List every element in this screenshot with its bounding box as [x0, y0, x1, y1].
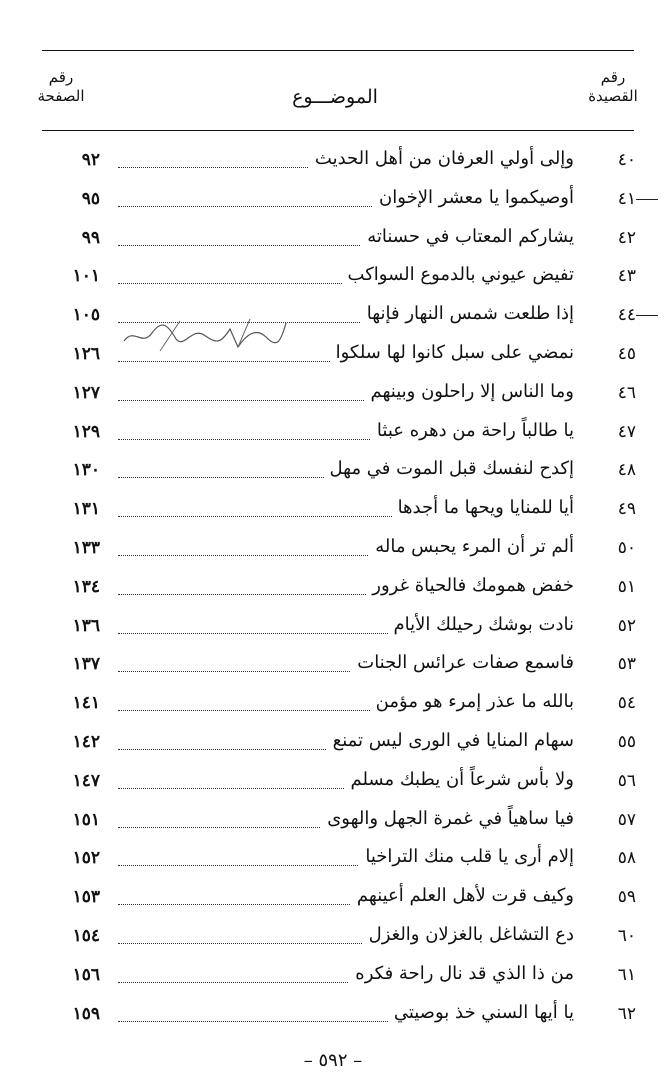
- page-number: ١٥٤: [72, 926, 100, 946]
- page-number: ١٣٣: [72, 538, 100, 558]
- poem-number: ٥٨: [617, 848, 636, 869]
- poem-title: إكدح لنفسك قبل الموت في مهل: [324, 458, 574, 479]
- poem-number: ٥٥: [617, 732, 636, 752]
- poem-title: خفض همومك فالحياة غرور: [366, 575, 574, 596]
- page-number: ١٤١: [72, 693, 100, 714]
- table-row: [0, 262, 666, 292]
- page-number: ١٢٧: [72, 382, 100, 403]
- table-row: [0, 767, 666, 797]
- poem-title: وكيف قرت لأهل العلم أعينهم: [351, 885, 574, 906]
- poem-number: ٤٥: [617, 344, 636, 364]
- page-number: ١٥٢: [72, 848, 100, 869]
- table-row: [0, 185, 666, 215]
- page-col-label-2: الصفحة: [37, 86, 85, 105]
- poem-number: ٦٢: [617, 1003, 636, 1024]
- table-row: [0, 612, 666, 642]
- poem-number: ٥٢: [617, 615, 636, 636]
- poem-title: نمضي على سبل كانوا لها سلكوا: [330, 342, 574, 363]
- table-row: [0, 1000, 666, 1030]
- page-col-label-1: رقم: [48, 68, 74, 86]
- poem-number: ٤٨: [617, 460, 636, 481]
- poem-col-label-1: رقم: [600, 68, 626, 86]
- page-number: ١٤٧: [72, 770, 100, 791]
- table-row: [0, 146, 666, 176]
- page-number: ١٥١: [72, 809, 100, 830]
- poem-title: دع التشاغل بالغزلان والغزل: [363, 924, 574, 945]
- table-row: [0, 418, 666, 448]
- poem-number: ٦٠: [617, 926, 636, 946]
- table-row: [0, 689, 666, 719]
- page-number: ١٣٦: [72, 615, 100, 636]
- poem-title: ألم تر أن المرء يحبس ماله: [369, 536, 574, 557]
- poem-number: ٤٢: [617, 227, 636, 248]
- poem-number: ٥٦: [617, 770, 636, 791]
- table-row: [0, 340, 666, 370]
- poem-number: ٥٤: [617, 693, 636, 714]
- page-number: ١٠٥: [72, 305, 100, 326]
- table-row: [0, 844, 666, 874]
- poem-title: يا أيها السني خذ بوصيتي: [388, 1002, 574, 1023]
- page-number: ١٢٦: [72, 344, 100, 364]
- page-number: ١٥٦: [72, 964, 100, 985]
- table-row: [0, 534, 666, 564]
- page-number: ١٥٩: [72, 1003, 100, 1024]
- table-row: [0, 650, 666, 680]
- handwritten-margin-mark: [636, 199, 658, 200]
- poem-title: بالله ما عذر إمرء هو مؤمن: [370, 691, 574, 712]
- poem-number: ٤٤: [617, 305, 636, 326]
- poem-title: أيا للمنايا ويحها ما أجدها: [392, 497, 574, 518]
- table-row: [0, 728, 666, 758]
- footer-page-number: – ٥٩٢ –: [303, 1050, 363, 1071]
- poem-number: ٦١: [617, 964, 636, 985]
- page-number: ١٤٢: [72, 732, 100, 752]
- table-row: [0, 379, 666, 409]
- table-row: [0, 922, 666, 952]
- topic-column-header: الموضـــوع: [292, 86, 378, 108]
- page-number: ١٣١: [72, 499, 100, 520]
- handwritten-margin-mark: [636, 315, 658, 316]
- page-number: ١٣٤: [72, 576, 100, 597]
- table-row: [0, 495, 666, 525]
- poem-number: ٤٩: [617, 499, 636, 520]
- table-row: [0, 456, 666, 486]
- table-row: [0, 224, 666, 254]
- page-number: ١٥٣: [72, 887, 100, 908]
- header-bottom-rule: [42, 130, 634, 131]
- poem-title: إذا طلعت شمس النهار فإنها: [361, 303, 574, 324]
- page-number: ١٣٧: [72, 654, 100, 675]
- poem-title: تفيض عيوني بالدموع السواكب: [342, 264, 574, 285]
- poem-number: ٤٠: [617, 150, 636, 170]
- poem-number-column-header: [582, 68, 644, 106]
- page-number: ١٣٠: [72, 460, 100, 481]
- table-row: [0, 573, 666, 603]
- page-number: ٩٥: [81, 188, 100, 209]
- poem-title: يا طالباً راحة من دهره عبثا: [371, 420, 574, 441]
- poem-number: ٥١: [617, 576, 636, 597]
- poem-title: إلام أرى يا قلب منك التراخيا: [359, 846, 574, 867]
- poem-title: ولا بأس شرعاً أن يطبك مسلم: [344, 769, 574, 790]
- table-row: [0, 883, 666, 913]
- poem-number: ٤٣: [617, 266, 636, 287]
- table-row: [0, 301, 666, 331]
- poem-number: ٤١: [617, 188, 636, 209]
- poem-title: يشاركم المعتاب في حسناته: [361, 226, 574, 247]
- poem-title: من ذا الذي قد نال راحة فكره: [349, 963, 574, 984]
- poem-title: وما الناس إلا راحلون وبينهم: [365, 381, 574, 402]
- page-number: ١٠١: [72, 266, 100, 287]
- poem-title: فاسمع صفات عرائس الجنات: [351, 652, 574, 673]
- poem-title: أوصيكموا يا معشر الإخوان: [373, 187, 574, 208]
- poem-number: ٤٧: [617, 421, 636, 442]
- poem-number: ٥٠: [617, 538, 636, 558]
- table-row: [0, 806, 666, 836]
- poem-number: ٤٦: [617, 382, 636, 403]
- poem-number: ٥٩: [617, 887, 636, 908]
- table-row: [0, 961, 666, 991]
- poem-number: ٥٧: [617, 809, 636, 830]
- page-number: ٩٢: [81, 150, 100, 170]
- poem-title: نادت بوشك رحيلك الأيام: [388, 614, 574, 635]
- header-top-rule: [42, 50, 634, 51]
- page-number-column-header: [30, 68, 92, 106]
- poem-title: سهام المنايا في الورى ليس تمنع: [327, 730, 574, 751]
- poem-col-label-2: القصيدة: [588, 86, 638, 105]
- page-number: ٩٩: [81, 227, 100, 248]
- poem-title: وإلى أولي العرفان من أهل الحديث: [309, 148, 574, 169]
- page-number: ١٢٩: [72, 421, 100, 442]
- poem-title: فيا ساهياً في غمرة الجهل والهوى: [321, 808, 574, 829]
- poem-number: ٥٣: [617, 654, 636, 675]
